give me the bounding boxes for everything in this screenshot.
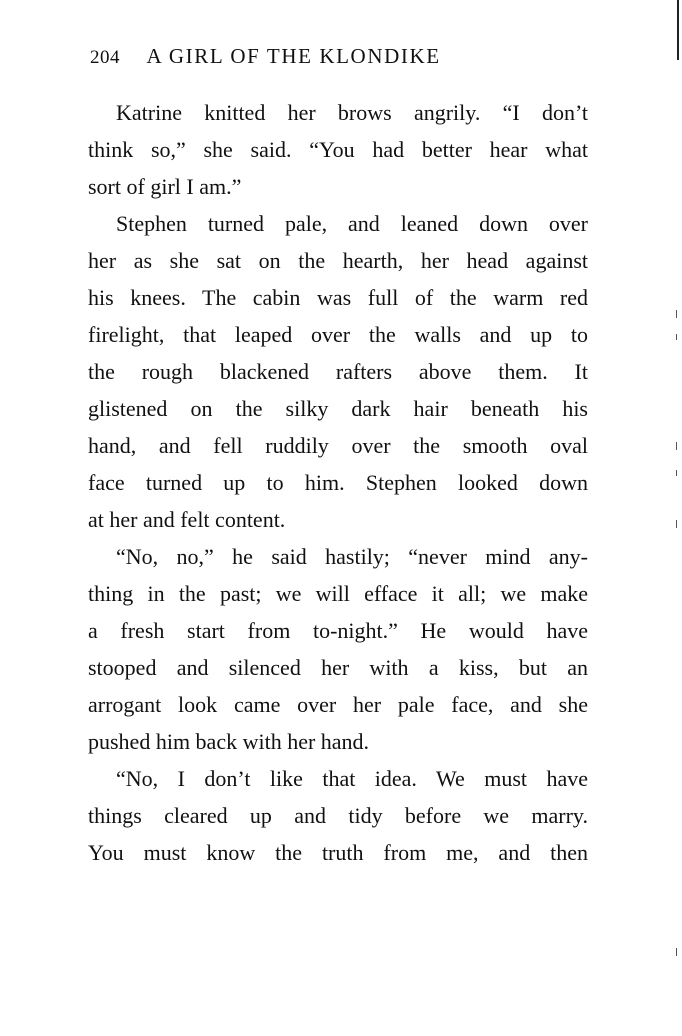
text-line: think so,” she said. “You had better hear what	[88, 137, 588, 162]
running-title: A GIRL OF THE KLONDIKE	[146, 44, 441, 68]
page-edge-mark	[676, 310, 677, 318]
body-text	[88, 94, 588, 871]
text-line: things cleared up and tidy before we marry.	[88, 803, 588, 828]
text-line: a fresh start from to-night.” He would have	[88, 618, 588, 643]
text-line: face turned up to him. Stephen looked down	[88, 470, 588, 495]
text-line: thing in the past; we will efface it all; we make	[88, 581, 588, 606]
text-line: firelight, that leaped over the walls and up to	[88, 322, 588, 347]
page-number: 204	[90, 47, 120, 68]
page-edge-mark	[676, 520, 677, 528]
text-line: Katrine knitted her brows angrily. “I don’t	[116, 100, 588, 125]
text-line: glistened on the silky dark hair beneath his	[88, 396, 588, 421]
page-edge-mark	[676, 442, 677, 450]
text-line: You must know the truth from me, and then	[88, 840, 588, 865]
text-line: “No, I don’t like that idea. We must have	[116, 766, 588, 791]
running-head	[90, 44, 590, 74]
text-line: “No, no,” he said hastily; “never mind any-	[116, 544, 588, 569]
page-edge-mark	[676, 948, 677, 956]
text-line: pushed him back with her hand.	[88, 729, 370, 754]
text-line: sort of girl I am.”	[88, 174, 242, 199]
text-line: Stephen turned pale, and leaned down over	[116, 211, 588, 236]
text-line: the rough blackened rafters above them. It	[88, 359, 588, 384]
text-line: her as she sat on the hearth, her head against	[88, 248, 588, 273]
text-line: hand, and fell ruddily over the smooth oval	[88, 433, 588, 458]
page-edge-mark	[676, 334, 677, 340]
page-edge-line	[677, 0, 679, 60]
text-line: his knees. The cabin was full of the warm red	[88, 285, 588, 310]
text-line: at her and felt content.	[88, 507, 286, 532]
text-line: arrogant look came over her pale face, and she	[88, 692, 588, 717]
text-line: stooped and silenced her with a kiss, but an	[88, 655, 588, 680]
page-edge-mark	[676, 470, 677, 476]
